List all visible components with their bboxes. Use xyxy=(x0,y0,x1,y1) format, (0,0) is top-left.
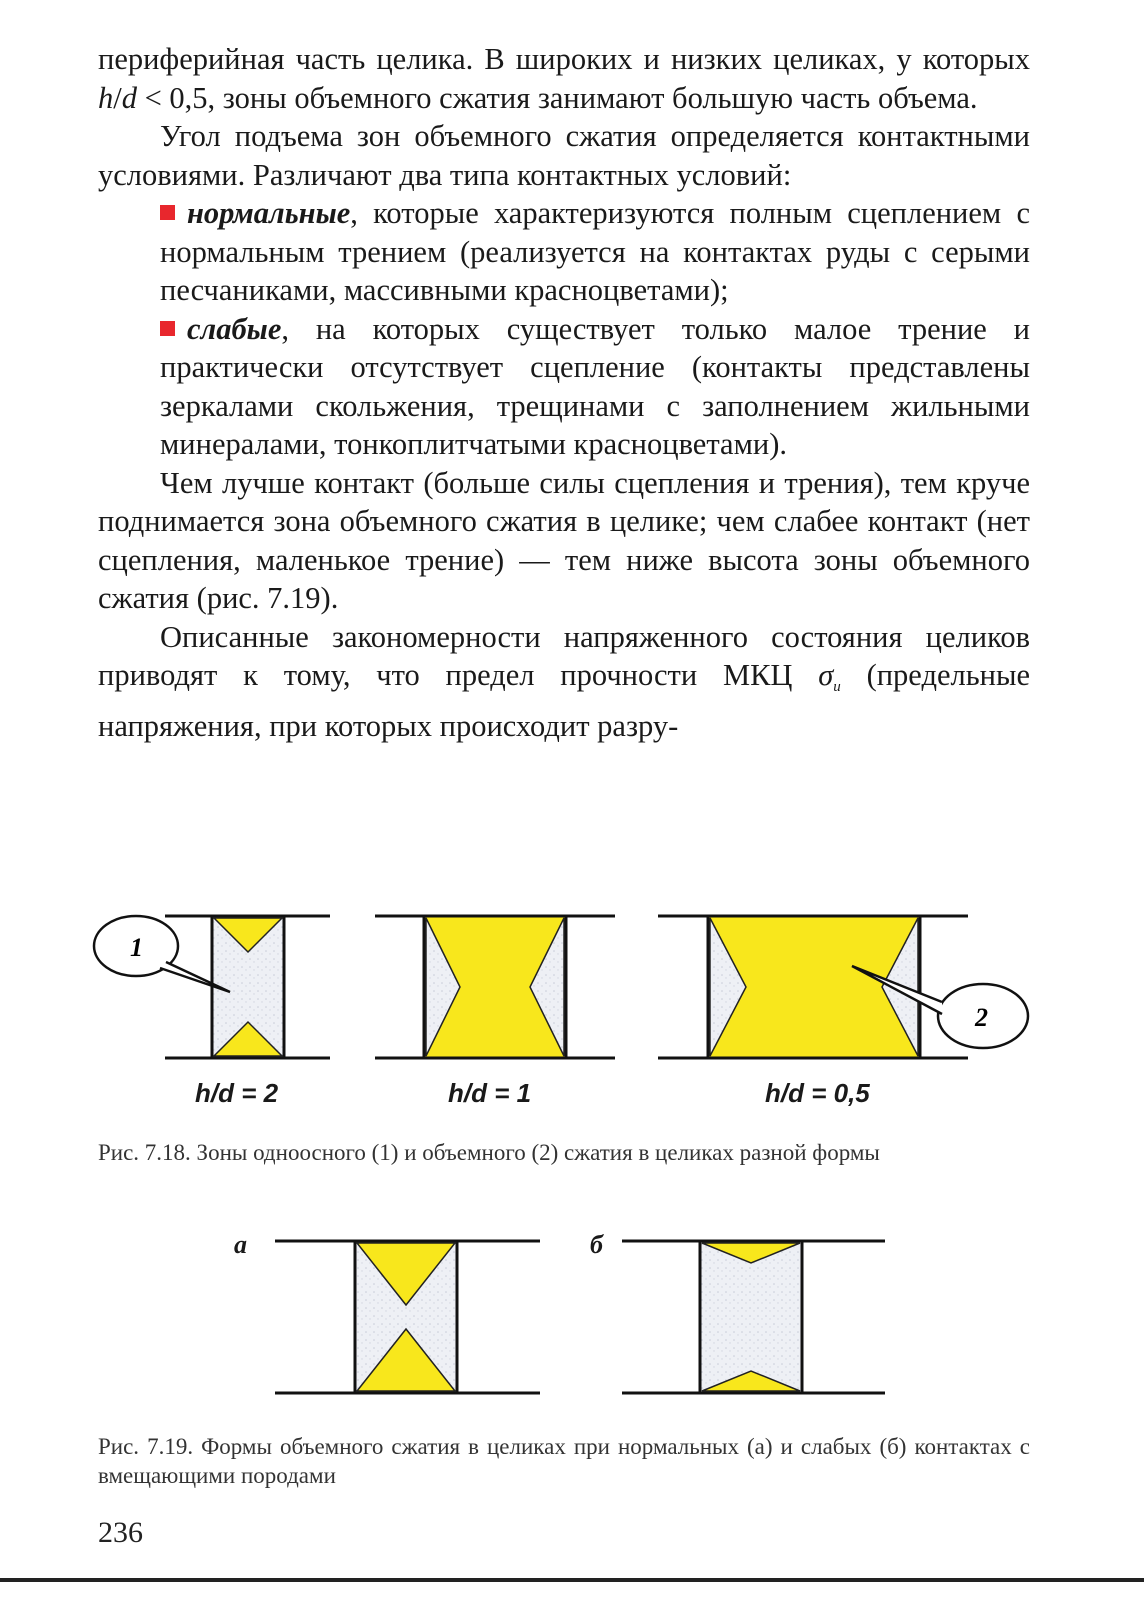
paragraph-3: Чем лучше контакт (больше силы сцепления и трения), тем круче поднимается зона объемного сжатия в целике; чем слабее контакт (нет сцепления, маленькое трение) — тем ниже высота зоны объемного сжатия (рис. 7.19). xyxy=(98,465,1030,615)
red-square-bullet-icon xyxy=(160,205,175,220)
figure-7-19 xyxy=(260,1225,900,1410)
pillar-hd-2 xyxy=(165,916,330,1058)
pillar-normal-contact xyxy=(275,1241,540,1393)
figure-7-18 xyxy=(80,900,1060,1080)
paragraph-2: Угол подъема зон объемного сжатия определяется контактными условиями. Различают два типа контактных условий: xyxy=(98,119,1030,192)
pillar-weak-contact xyxy=(622,1241,885,1393)
red-square-bullet-icon xyxy=(160,321,175,336)
caption-fig-7-18: Рис. 7.18. Зоны одноосного (1) и объемного (2) сжатия в целиках разной формы xyxy=(98,1140,880,1165)
svg-text:2: 2 xyxy=(975,1003,988,1032)
body-text xyxy=(98,40,1030,745)
label-hd-05: h/d = 0,5 xyxy=(765,1078,870,1108)
pillar-hd-05 xyxy=(658,916,968,1058)
bullet-weak: слабые, на которых существует только малое трение и практически отсутствует сцепление (контакты представлены зеркалами скольжения, трещинами с заполнением жильными минералами, тонкоплитчатыми красноцветами). xyxy=(160,311,1030,461)
label-hd-2: h/d = 2 xyxy=(195,1078,279,1108)
label-a: а xyxy=(234,1230,247,1259)
paragraph-4: Описанные закономерности напряженного состояния целиков приводят к тому, что предел прочности МКЦ $\sigma_и$ (предельные напряжения, при которых происходит разру- xyxy=(98,619,1030,743)
label-hd-1: h/d = 1 xyxy=(448,1078,532,1108)
page-bottom-rule xyxy=(0,1578,1144,1582)
paragraph-1: периферийная часть целика. В широких и низких целиках, у которых h/d < 0,5, зоны объемного сжатия занимают большую часть объема. xyxy=(98,42,1030,115)
pillar-hd-1 xyxy=(375,916,615,1058)
page-number: 236 xyxy=(98,1516,143,1549)
svg-text:1: 1 xyxy=(130,933,143,962)
label-b: б xyxy=(590,1230,603,1259)
bullet-normal: нормальные, которые характеризуются полным сцеплением с нормальным трением (реализуется на контактах руды с серыми песчаниками, массивными красноцветами); xyxy=(160,196,1030,307)
caption-fig-7-19: Рис. 7.19. Формы объемного сжатия в целиках при нормальных (а) и слабых (б) контактах с вмещающими породами xyxy=(98,1434,1030,1488)
callout-1 xyxy=(94,916,230,992)
